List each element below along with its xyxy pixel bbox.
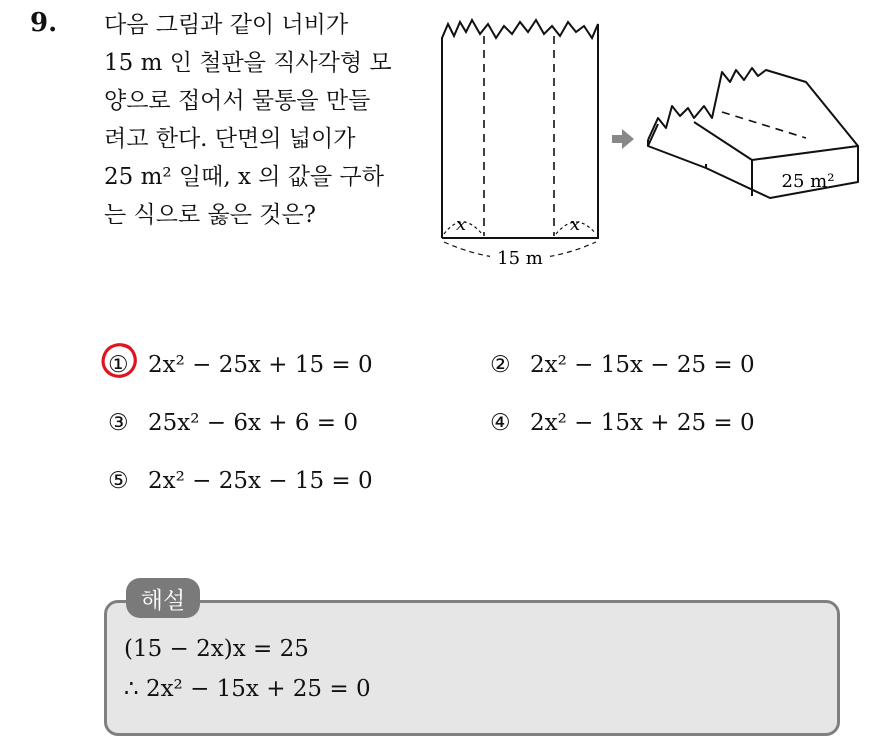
choice-expression: 2x² − 25x + 15 = 0: [148, 352, 373, 378]
choice-expression: 2x² − 15x + 25 = 0: [530, 410, 755, 436]
choice-expression: 2x² − 25x − 15 = 0: [148, 468, 373, 494]
area-label: 25 m²: [781, 171, 835, 192]
answer-circle-mark: [100, 340, 140, 380]
right-x-label: x: [570, 214, 581, 235]
solution-box: [104, 600, 840, 736]
width-label: 15 m: [497, 248, 543, 269]
choice-2[interactable]: [490, 352, 755, 378]
question-line: 는 식으로 옳은 것은?: [104, 202, 317, 228]
question-text: [104, 6, 424, 234]
choice-number: ①: [108, 352, 129, 378]
choice-5[interactable]: [108, 468, 373, 494]
choice-number: ⑤: [108, 468, 129, 494]
arrow-icon: [612, 129, 634, 149]
water-tank-figure: [436, 10, 866, 280]
left-x-label: x: [456, 214, 467, 235]
choice-expression: 2x² − 15x − 25 = 0: [530, 352, 755, 378]
question-line: 려고 한다. 단면의 넓이가: [104, 126, 356, 152]
folded-fold-line: [722, 112, 806, 138]
choice-expression: 25x² − 6x + 6 = 0: [148, 410, 359, 436]
question-line: 다음 그림과 같이 너비가: [104, 12, 349, 38]
question-number: 9.: [30, 8, 58, 38]
choice-3[interactable]: [108, 410, 358, 436]
solution-line: ∴ 2x² − 15x + 25 = 0: [124, 676, 371, 702]
question-line: 양으로 접어서 물통을 만들: [104, 88, 371, 114]
choice-number: ④: [490, 410, 511, 436]
solution-line: (15 − 2x)x = 25: [124, 636, 309, 662]
choice-4[interactable]: [490, 410, 755, 436]
flat-sheet: [442, 20, 598, 238]
question-line: 15 m 인 철판을 직사각형 모: [104, 50, 392, 76]
choice-number: ②: [490, 352, 511, 378]
choice-number: ③: [108, 410, 129, 436]
choice-1[interactable]: [108, 352, 373, 378]
question-line: 25 m² 일때, x 의 값을 구하: [104, 164, 384, 190]
solution-tab: 해설: [126, 578, 200, 618]
